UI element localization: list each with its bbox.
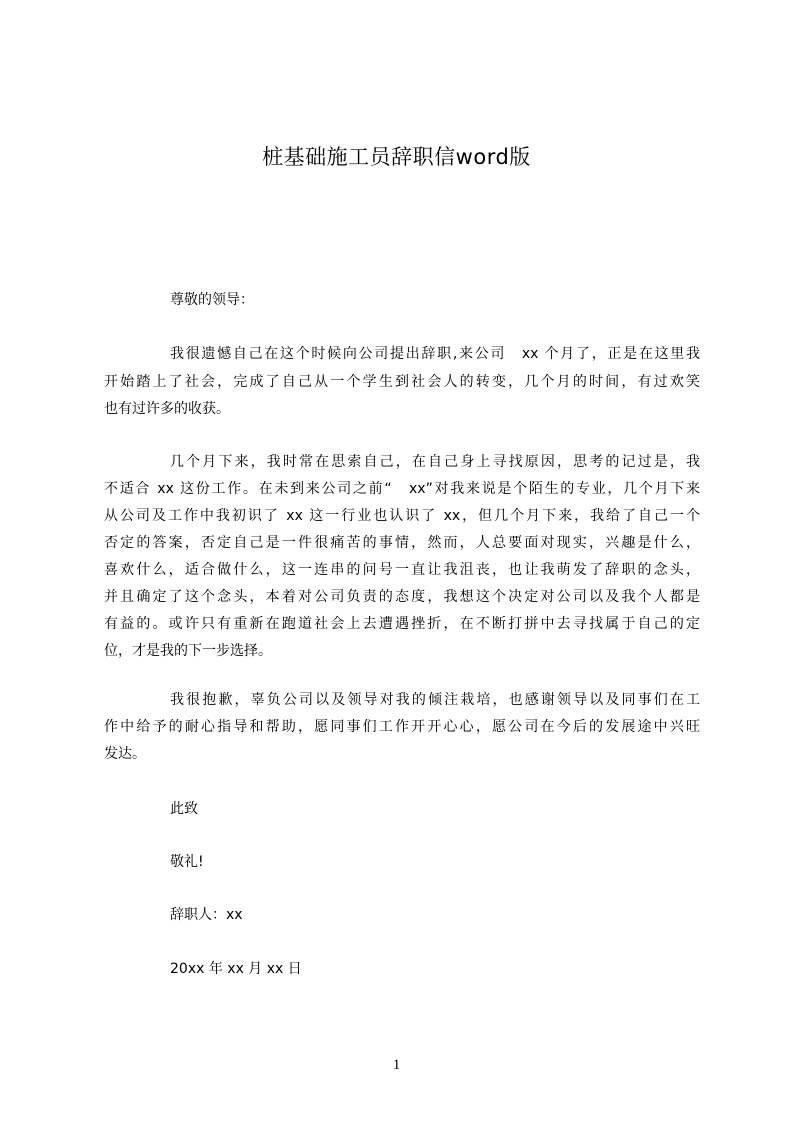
paragraph-2-line-8: 位，才是我的下一步选择。 [104,643,272,659]
paragraph-2-line-4: 否定的答案，否定自己是一件很痛苦的事情，然而，人总要面对现实，兴趣是什么， [104,535,700,551]
paragraph-3-line-2: 作中给予的耐心指导和帮助，愿同事们工作开开心心，愿公司在今后的发展途中兴旺 [104,719,700,735]
date-line: 20xx 年 xx 月 xx 日 [170,961,302,977]
page-number: 1 [392,1057,401,1073]
paragraph-2-line-6: 并且确定了这个念头，本着对公司负责的态度，我想这个决定对公司以及我个人都是 [104,589,700,605]
signature-line: 辞职人：xx [170,907,243,923]
paragraph-2-line-5: 喜欢什么，适合做什么，这一连串的问号一直让我沮丧，也让我萌发了辞职的念头， [104,562,700,578]
salutation: 尊敬的领导： [170,292,254,308]
closing-line-1: 此致 [170,801,198,817]
paragraph-1-line-1: 我很遗憾自己在这个时候向公司提出辞职,来公司 xx 个月了，正是在这里我 [170,346,700,362]
paragraph-2-line-7: 有益的。或许只有重新在跑道社会上去遭遇挫折，在不断打拼中去寻找属于自己的定 [104,616,700,632]
closing-line-2: 敬礼! [170,854,204,870]
paragraph-2-line-1: 几个月下来，我时常在思索自己，在自己身上寻找原因，思考的记过是，我 [170,454,700,470]
paragraph-1-line-2: 开始踏上了社会，完成了自己从一个学生到社会人的转变，几个月的时间，有过欢笑 [104,374,700,390]
paragraph-2-line-2: 不适合 xx 这份工作。在未到来公司之前“ xx”对我来说是个陌生的专业，几个月下来 [104,481,700,497]
paragraph-2-line-3: 从公司及工作中我初识了 xx 这一行业也认识了 xx，但几个月下来，我给了自己一个 [104,508,700,524]
paragraph-1-line-3: 也有过许多的收获。 [104,401,230,417]
paragraph-3-line-1: 我很抱歉，辜负公司以及领导对我的倾注栽培，也感谢领导以及同事们在工 [170,692,700,708]
paragraph-3-line-3: 发达。 [104,746,146,762]
document-title: 桩基础施工员辞职信word版 [262,145,531,169]
